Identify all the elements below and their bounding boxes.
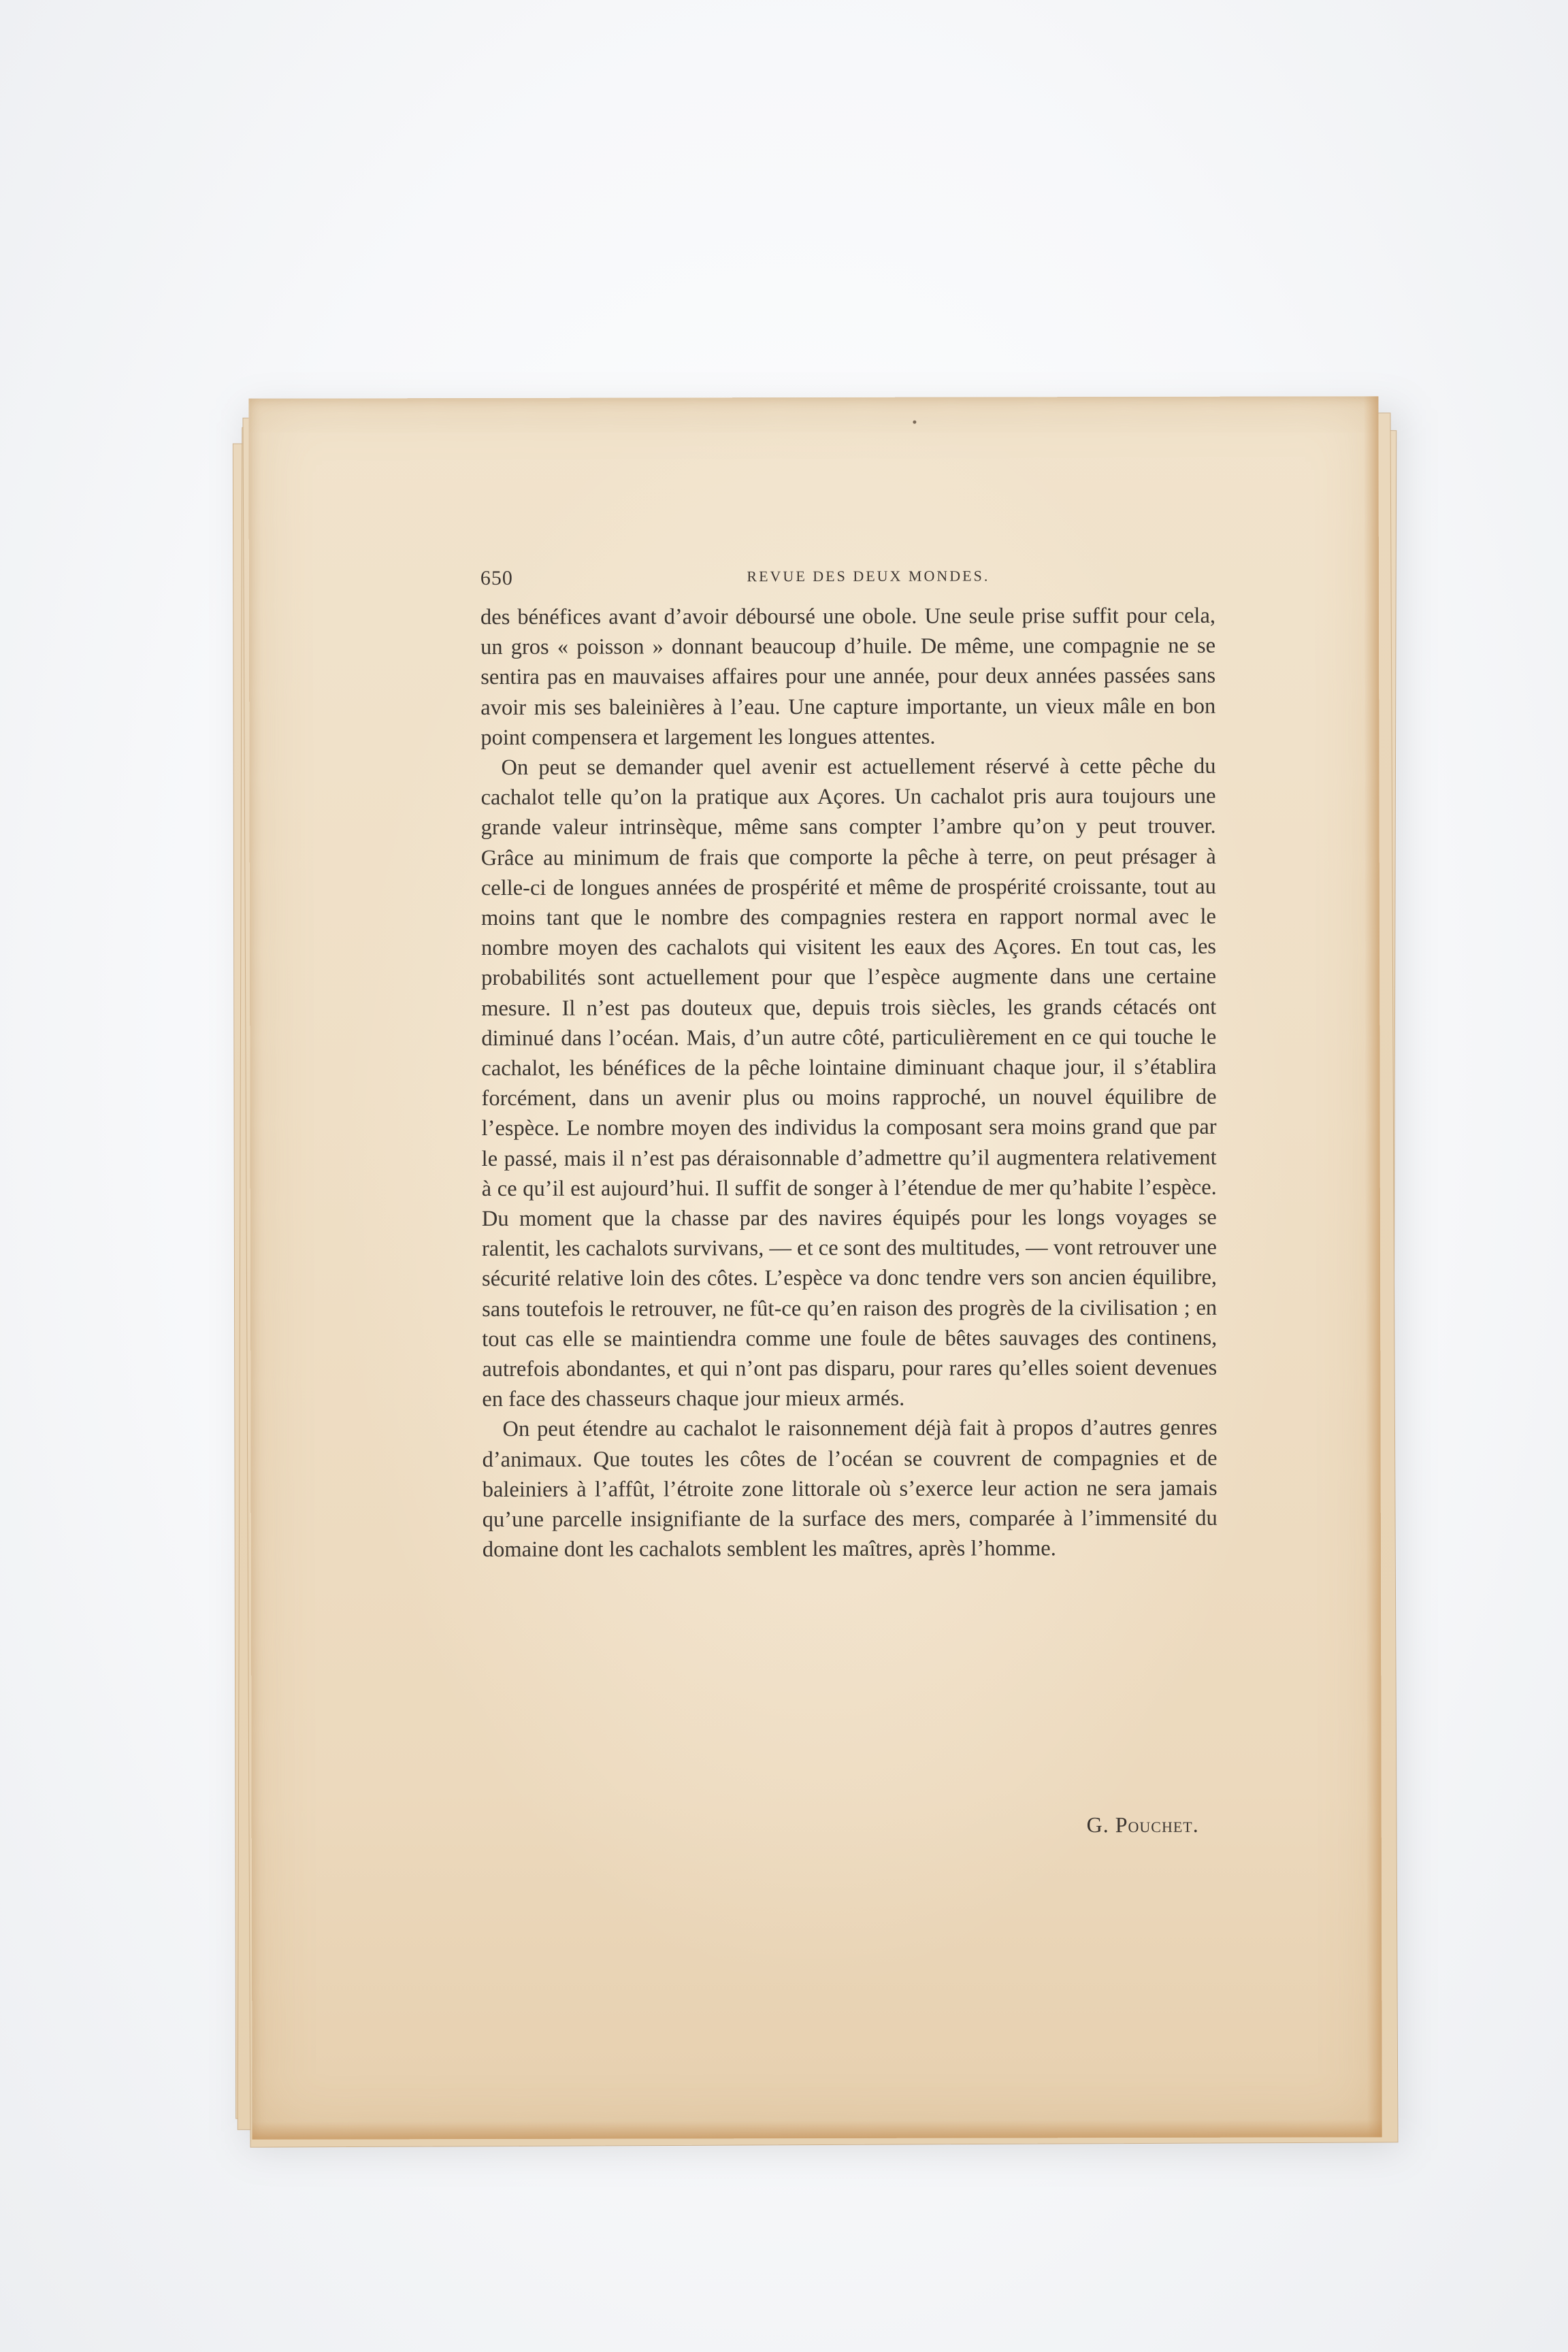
author-initial: G. — [1086, 1812, 1109, 1838]
author-surname: Pouchet. — [1115, 1812, 1199, 1838]
paragraph: On peut étendre au cachalot le raisonnement déjà fait à propos d’autres genres d’animaux. Que toutes les côtes de l’océan se couvrent de compagnies et de baleiniers à l’affût, l’étroite zone littorale où s’exerce leur action ne sera jamais qu’une parcelle insignifiante de la surface des mers, comparée à l’immensité du domaine dont les cachalots semblent les maîtres, après l’homme. — [482, 1416, 1218, 1563]
paragraph-continued: des bénéfices avant d’avoir déboursé une obole. Une seule prise suffit pour cela, un gros « poisson » donnant beaucoup d’huile. De même, une compagnie ne se sentira pas en mauvaises affaires pour une année, pour deux années passées sans avoir mis ses baleinières à l’eau. Une capture importante, un vieux mâle en bon point compensera et largement les longues attentes. — [480, 603, 1216, 750]
running-head — [480, 566, 1215, 594]
author-signature — [483, 1812, 1199, 1839]
article-body — [480, 601, 1218, 1565]
printed-page — [248, 396, 1382, 2139]
journal-title: REVUE DES DEUX MONDES. — [747, 567, 990, 585]
paper-speck — [913, 421, 916, 424]
paragraph: On peut se demander quel avenir est actuellement réservé à cette pêche du cachalot telle qu’on la pratique aux Açores. Un cachalot pris aura toujours une grande valeur intrinsèque, même sans compter l’ambre qu’on y peut trouver. Grâce au minimum de frais que comporte la pêche à terre, on peut présager à celle-ci de longues années de prospérité et même de prospérité croissante, tout au moins tant que le nombre des compagnies restera en rapport normal avec le nombre moyen des cachalots qui visitent les eaux des Açores. En tout cas, les probabilités sont actuellement pour que l’espèce augmente dans une certaine mesure. Il n’est pas douteux que, depuis trois siècles, les grands cétacés ont diminué dans l’océan. Mais, d’un autre côté, particulièrement en ce qui touche le cachalot, les bénéfices de la pêche lointaine diminuant chaque jour, il s’établira forcément, dans un avenir plus ou moins rapproché, un nouvel équilibre de l’espèce. Le nombre moyen des individus la composant sera moins grand que par le passé, mais il n’est pas déraisonnable d’admettre qu’il augmentera relativement à ce qu’il est aujourd’hui. Il suffit de songer à l’étendue de mer qu’habite l’espèce. Du moment que la chasse par des navires équipés pour les longs voyages se ralentit, les cachalots survivans, — et ce sont des multitudes, — vont retrouver une sécurité relative loin des côtes. L’espèce va donc tendre vers son ancien équilibre, sans toutefois le retrouver, ne fût-ce qu’en raison des progrès de la civilisation ; en tout cas elle se maintiendra comme une foule de bêtes sauvages des continens, autrefois abondantes, et qui n’ont pas disparu, pour rares qu’elles soient devenues en face des chasseurs chaque jour mieux armés. — [480, 753, 1218, 1412]
page-number: 650 — [480, 566, 513, 590]
